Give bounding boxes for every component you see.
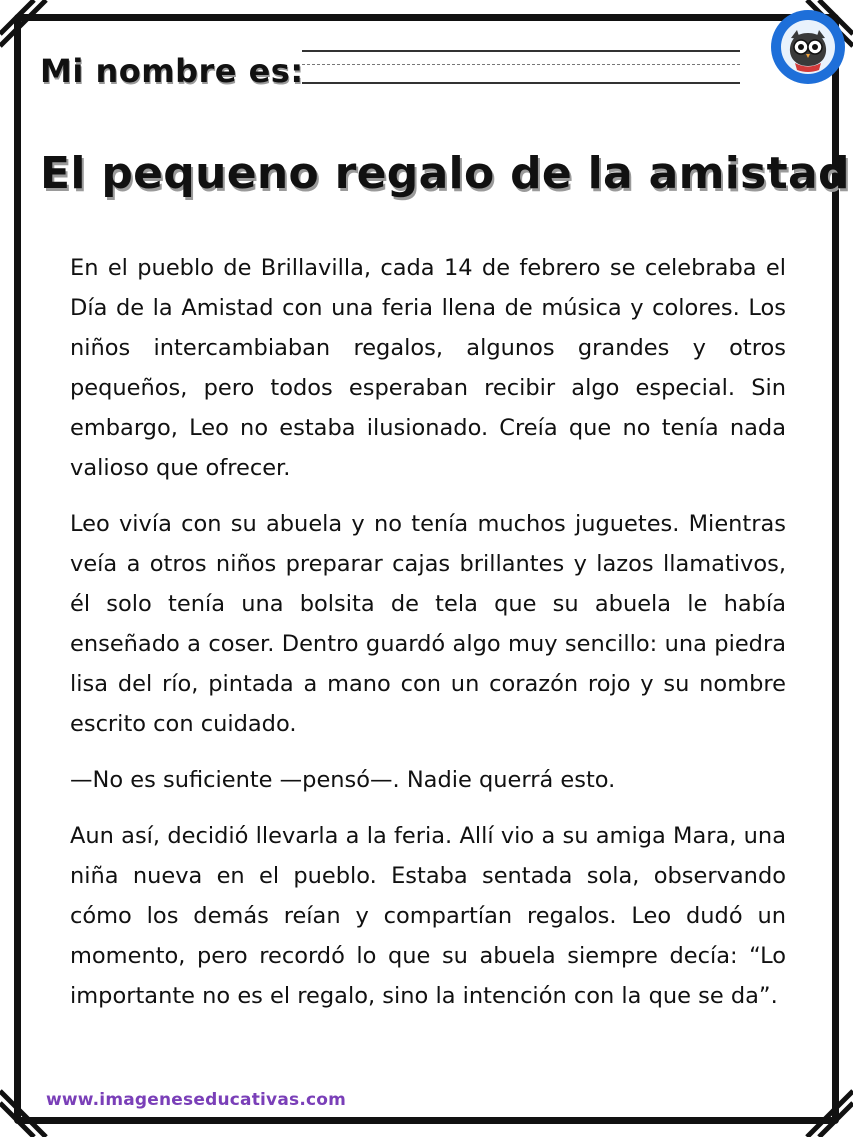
page-title: El pequeno regalo de la amistad bbox=[40, 148, 850, 199]
story-paragraph-4: Aun así, decidió llevarla a la feria. Allí vio a su amiga Mara, una niña nueva en el pueblo. Estaba sentada sola, observando cómo los demás reían y compartían regalos. Leo dudó un momento, pero recordó lo que su abuela siempre decía: “Lo importante no es el regalo, sino la intención con la que se da”. bbox=[70, 823, 786, 1009]
story-paragraph-1: En el pueblo de Brillavilla, cada 14 de febrero se celebraba el Día de la Amistad con una feria llena de música y colores. Los niños intercambiaban regalos, algunos grandes y otros pequeños, pero todos esperaban recibir algo especial. Sin embargo, Leo no estaba ilusionado. Creía que no tenía nada valioso que ofrecer. bbox=[70, 255, 786, 481]
name-writing-lines[interactable] bbox=[302, 48, 740, 88]
owl-mascot-icon bbox=[769, 8, 847, 86]
footer-website-link[interactable]: www.imageneseducativas.com bbox=[46, 1090, 347, 1110]
story-body bbox=[70, 248, 786, 1032]
story-paragraph-2: Leo vivía con su abuela y no tenía muchos juguetes. Mientras veía a otros niños preparar cajas brillantes y lazos llamativos, él solo tenía una bolsita de tela que su abuela le había enseñado a coser. Dentro guardó algo muy sencillo: una piedra lisa del río, pintada a mano con un corazón rojo y su nombre escrito con cuidado. bbox=[70, 511, 786, 737]
corner-hatch-bottom-right bbox=[793, 1077, 853, 1137]
name-label: Mi nombre es: bbox=[40, 52, 304, 90]
name-field-row bbox=[40, 40, 740, 100]
story-paragraph-3: —No es suficiente —pensó—. Nadie querrá esto. bbox=[70, 767, 616, 793]
